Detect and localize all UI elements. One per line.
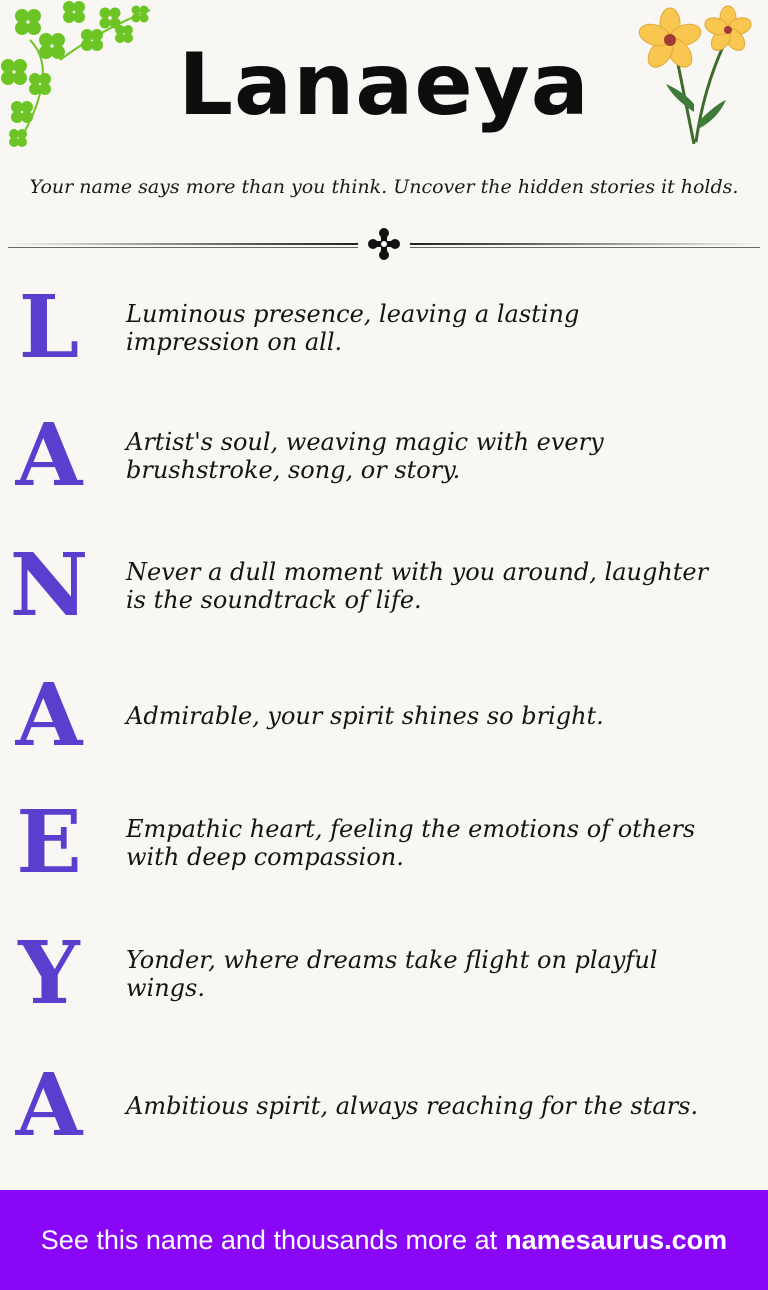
- ornament-icon: [8, 224, 760, 264]
- letter-description: Empathic heart, feeling the emotions of others with deep compassion.: [126, 815, 696, 871]
- list-item: [0, 535, 768, 636]
- letter-description: Yonder, where dreams take flight on playful wings.: [126, 946, 658, 1002]
- list-item: [0, 665, 768, 766]
- initial-letter: E: [16, 792, 82, 893]
- list-item: [0, 277, 768, 378]
- letter-description: Artist's soul, weaving magic with every brushstroke, song, or story.: [126, 428, 604, 484]
- letter-description: Luminous presence, leaving a lasting impression on all.: [126, 300, 580, 356]
- initial-letter: N: [9, 535, 89, 636]
- letter-description: Admirable, your spirit shines so bright.: [126, 702, 604, 730]
- list-item: [0, 923, 768, 1024]
- footer-banner[interactable]: [0, 1190, 768, 1290]
- list-item: [0, 792, 768, 893]
- footer-text: See this name and thousands more at: [40, 1224, 498, 1255]
- initial-letter: Y: [18, 923, 80, 1024]
- page-title: Lanaeya: [178, 35, 590, 135]
- page-subtitle: Your name says more than you think. Uncover the hidden stories it holds.: [29, 176, 739, 198]
- letter-description: Never a dull moment with you around, laughter is the soundtrack of life.: [126, 558, 709, 614]
- initial-letter: L: [18, 277, 80, 378]
- list-item: [0, 1055, 768, 1156]
- initial-letter: A: [15, 665, 83, 766]
- letter-description: Ambitious spirit, always reaching for the stars.: [126, 1092, 699, 1120]
- footer-site-link[interactable]: namesaurus.com: [505, 1224, 728, 1255]
- list-item: [0, 405, 768, 506]
- initial-letter: A: [15, 405, 83, 506]
- initial-letter: A: [15, 1055, 83, 1156]
